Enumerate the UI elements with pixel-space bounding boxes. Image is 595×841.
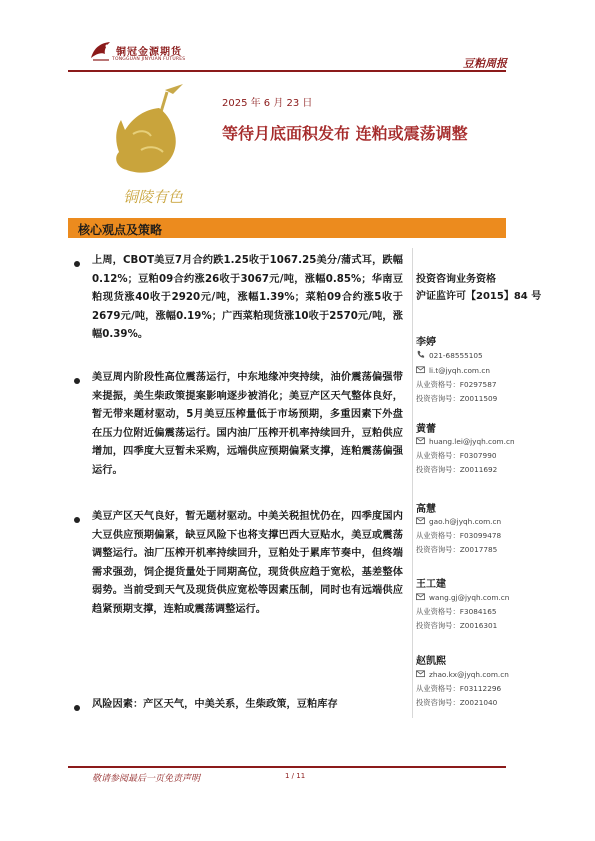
analyst-consult-id: 投资咨询号：Z0021040: [416, 698, 498, 707]
email-icon: [416, 669, 425, 678]
analyst-email[interactable]: [416, 435, 515, 450]
analyst-consult-id: 投资咨询号：Z0017785: [416, 545, 498, 554]
page-number: 1 / 11: [285, 772, 306, 780]
analyst-email[interactable]: [416, 591, 509, 606]
analyst-email-text: huang.lei@jyqh.com.cn: [429, 437, 515, 446]
analyst-name: 李婷: [416, 337, 436, 348]
analyst-practice-id: 从业资格号：F03099478: [416, 531, 502, 540]
analyst-phone-text: 021-68555105: [429, 351, 483, 360]
point-risk-factors: 风险因素：产区天气，中美关系，生柴政策，豆粕库存: [92, 699, 338, 710]
analyst-practice-id: 从业资格号：F0307990: [416, 451, 497, 460]
analyst-practice-id: 从业资格号：F03112296: [416, 684, 502, 693]
analyst-email[interactable]: [416, 668, 509, 683]
analyst-practice-id: 从业资格号：F3084165: [416, 607, 497, 616]
report-title: 等待月底面积发布 连粕或震荡调整: [222, 124, 468, 143]
point-market-review: 美豆周内阶段性高位震荡运行，中东地缘冲突持续，油价震荡偏强带来提振，美生柴政策提案影响逐步被消化；美豆产区天气整体良好，暂无带来题材驱动，5月美豆压榨量低于市场预期，多重因素下外盘在压力位附近偏震荡运行。国内油厂压榨开机率持续回升，豆粕供应增加，四季度大豆暂未采购，远端供应预期偏紧支撑，连粕震荡偏强运行。: [92, 372, 403, 476]
analyst-name: 高慧: [416, 504, 436, 515]
logo-text-en: TONGGUAN JINYUAN FUTURES: [112, 57, 186, 62]
email-icon: [416, 516, 425, 525]
analyst-name: 赵凯熙: [416, 656, 446, 667]
bullet-icon: [74, 517, 80, 523]
analyst-name: 王工建: [416, 579, 446, 590]
logo-text-cn: 铜冠金源期货: [116, 47, 182, 58]
email-icon: [416, 592, 425, 601]
svg-text:铜陵有色: 铜陵有色: [122, 188, 184, 206]
analyst-phone: [416, 349, 483, 364]
qualification-line2: 沪证监许可【2015】84 号: [416, 291, 542, 302]
emblem-icon: [103, 84, 203, 214]
analyst-email[interactable]: [416, 515, 501, 530]
bullet-icon: [74, 705, 80, 711]
report-type: 豆粕周报: [463, 57, 507, 70]
analyst-consult-id: 投资咨询号：Z0011509: [416, 394, 498, 403]
header-divider: [68, 70, 506, 72]
report-date: 2025 年 6 月 23 日: [222, 98, 313, 109]
analyst-name: 黄蕾: [416, 424, 436, 435]
footer-divider: [68, 766, 506, 768]
bullet-icon: [74, 261, 80, 267]
analyst-practice-id: 从业资格号：F0297587: [416, 380, 497, 389]
phone-icon: [416, 350, 425, 359]
email-icon: [416, 365, 425, 374]
column-divider: [412, 248, 413, 718]
analyst-email-text: gao.h@jyqh.com.cn: [429, 517, 502, 526]
analyst-email[interactable]: [416, 364, 490, 379]
section-title: 核心观点及策略: [78, 223, 163, 237]
point-outlook: 美豆产区天气良好，暂无题材驱动。中美关税担忧仍在，四季度国内大豆供应预期偏紧，缺豆风险下也将支撑巴西大豆贴水，美豆或震荡调整运行。油厂压榨开机率持续回升，豆粕处于累库节奏中，但终端需求强劲，饲企提货量处于同期高位，现货供应趋于宽松，基差整体弱势。当前受到天气及现货供应宽松等因素压制，同时也有远端供应趋紧预期支撑，连粕或震荡调整运行。: [92, 511, 403, 615]
point-weekly-prices: 上周，CBOT美豆7月合约跌1.25收于1067.25美分/蒲式耳，跌幅0.12%；豆粕09合约涨26收于3067元/吨，涨幅0.85%；华南豆粕现货涨40收于2920元/吨，涨幅1.39%；菜粕09合约涨5收于2679元/吨，涨幅0.19%；广西菜粕现货涨10收于2570元/吨，涨幅0.39%。: [92, 255, 403, 341]
analyst-consult-id: 投资咨询号：Z0011692: [416, 465, 498, 474]
footer-disclaimer[interactable]: 敬请参阅最后一页免责声明: [92, 774, 201, 784]
analyst-email-text: zhao.kx@jyqh.com.cn: [429, 670, 509, 679]
analyst-consult-id: 投资咨询号：Z0016301: [416, 621, 498, 630]
email-icon: [416, 436, 425, 445]
bullet-icon: [74, 378, 80, 384]
qualification-line1: 投资咨询业务资格: [416, 274, 496, 285]
logo-icon: [88, 40, 114, 62]
analyst-email-text: li.t@jyqh.com.cn: [429, 366, 490, 375]
analyst-email-text: wang.gj@jyqh.com.cn: [429, 593, 510, 602]
